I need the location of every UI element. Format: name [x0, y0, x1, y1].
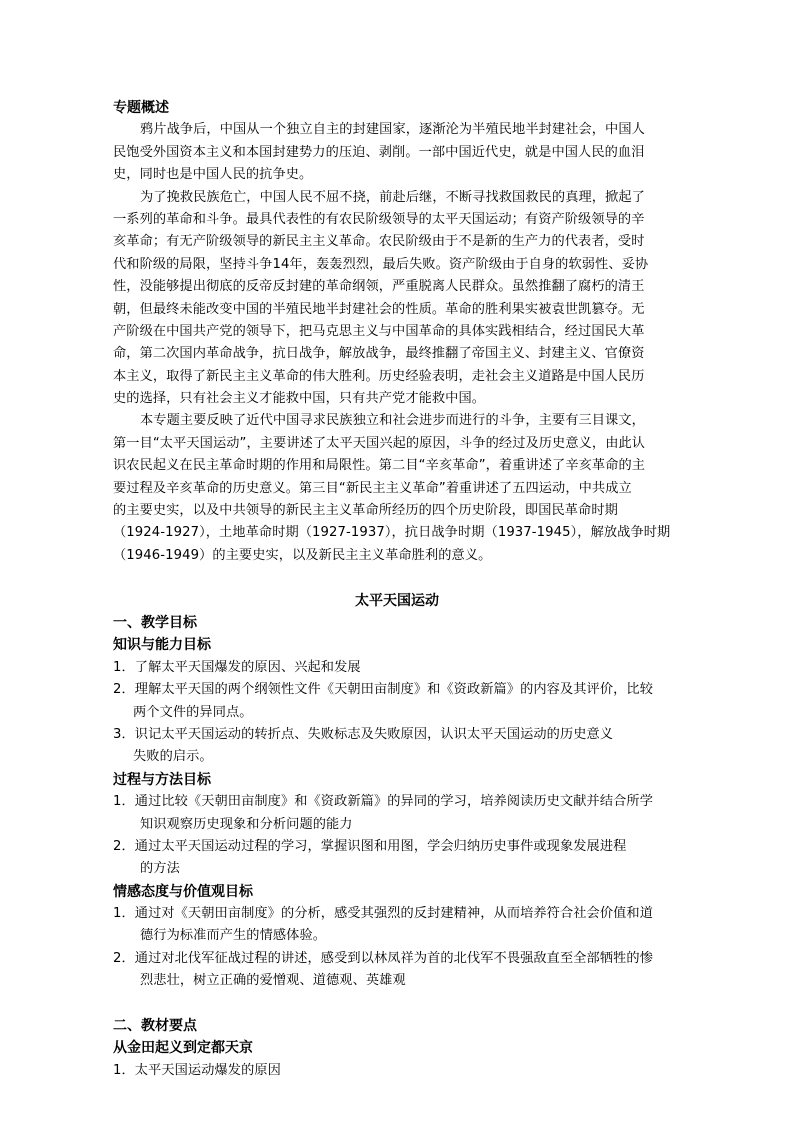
text-line: 本主义，取得了新民主主义革命的伟大胜利。历史经验表明，走社会主义道路是中国人民历 — [113, 368, 645, 384]
text-line: 亥革命；有无产阶级领导的新民主主义革命。农民阶级由于不是新的生产力的代表者，受时 — [113, 234, 645, 250]
overview-paragraph-2 — [113, 187, 681, 411]
knowledge-goals-list — [113, 657, 681, 769]
text-line: 本专题主要反映了近代中国寻求民族独立和社会进步而进行的斗争，主要有三目课文， — [140, 413, 645, 429]
list-item: 3．识记太平天国运动的转折点、失败标志及失败原因，认识太平天国运动的历史意义 — [113, 726, 614, 742]
text-line: 要过程及辛亥革命的历史意义。第三目“新民主主义革命”着重讲述了五四运动，中共成立 — [113, 480, 632, 496]
knowledge-goals-heading: 知识与能力目标 — [113, 637, 211, 654]
overview-heading: 专题概述 — [113, 100, 169, 116]
list-item: 2．通过太平天国运动过程的学习，掌握识图和用图，学会归纳历史事件或现象发展进程 — [113, 838, 627, 854]
list-item: 2．通过对北伐军征战过程的讲述，感受到以林凤祥为首的北伐军不畏强敌直至全部牺牲的惨 — [113, 950, 653, 966]
text-line: 性，没能够提出彻底的反帝反封建的革命纲领，严重脱离人民群众。虽然推翻了腐朽的清王 — [113, 279, 645, 295]
text-line: 朝，但最终未能改变中国的半殖民地半封建社会的性质。革命的胜利果实被袁世凯篡夺。无 — [113, 301, 645, 317]
emotion-goals-heading: 情感态度与价值观目标 — [113, 883, 253, 900]
list-item-continuation: 烈悲壮，树立正确的爱憎观、道德观、英雄观 — [140, 973, 406, 989]
text-line: 民饱受外国资本主义和本国封建势力的压迫、剥削。一部中国近代史，就是中国人民的血泪 — [113, 144, 645, 160]
text-line: 产阶级在中国共产党的领导下，把马克思主义与中国革命的具体实践相结合，经过国民大革 — [113, 323, 645, 339]
list-item: 2．理解太平天国的两个纲领性文件《天朝田亩制度》和《资政新篇》的内容及其评价，比较 — [113, 682, 653, 698]
list-item-continuation: 德行为标准而产生的情感体验。 — [140, 928, 327, 944]
text-line: 的主要史实，以及中共领导的新民主主义革命所经历的四个历史阶段，即国民革命时期 — [113, 503, 618, 519]
list-item-continuation: 的方法 — [140, 861, 180, 877]
spacer — [113, 567, 681, 589]
text-line: 鸦片战争后，中国从一个独立自主的封建国家，逐渐沦为半殖民地半封建社会，中国人 — [140, 122, 645, 138]
text-line: 史，同时也是中国人民的抗争史。 — [113, 167, 313, 183]
key-points-subheading: 从金田起义到定都天京 — [113, 1040, 253, 1057]
list-item-continuation: 两个文件的异同点。 — [133, 704, 253, 720]
text-line: 史的选择，只有社会主义才能救中国，只有共产党才能救中国。 — [113, 391, 486, 407]
spacer — [113, 993, 681, 1015]
text-line: 一系列的革命和斗争。最具代表性的有农民阶级领导的太平天国运动；有资产阶级领导的辛 — [113, 211, 645, 227]
process-goals-list — [113, 791, 681, 881]
process-goals-heading: 过程与方法目标 — [113, 771, 211, 788]
lesson-title: 太平天国运动 — [355, 592, 439, 609]
emotion-goals-list — [113, 903, 681, 993]
text-line: 识农民起义在民主革命时期的作用和局限性。第二目“辛亥革命”，着重讲述了辛亥革命的主 — [113, 458, 646, 474]
text-line: 命，第二次国内革命战争，抗日战争，解放战争，最终推翻了帝国主义、封建主义、官僚资 — [113, 346, 645, 362]
overview-paragraph-1 — [113, 119, 681, 186]
text-line: （1924-1927），土地革命时期（1927-1937），抗日战争时期（1937-1945），解放战争时期 — [113, 525, 671, 541]
section-key-points: 二、教材要点 — [113, 1018, 197, 1035]
text-line: 第一目“太平天国运动”，主要讲述了太平天国兴起的原因，斗争的经过及历史意义，由此认 — [113, 435, 646, 451]
list-item: 1．太平天国运动爆发的原因 — [113, 1062, 281, 1078]
list-item-continuation: 失败的启示。 — [133, 749, 213, 765]
text-line: 代和阶级的局限，坚持斗争14年，轰轰烈烈，最后失败。资产阶级由于自身的软弱性、妥协 — [113, 256, 649, 272]
overview-paragraph-3 — [113, 410, 681, 567]
text-line: 为了挽救民族危亡，中国人民不屈不挠，前赴后继，不断寻找救国救民的真理，掀起了 — [140, 189, 645, 205]
section-teaching-goals: 一、教学目标 — [113, 614, 197, 631]
text-line: （1946-1949）的主要史实，以及新民主主义革命胜利的意义。 — [113, 547, 492, 563]
list-item: 1．了解太平天国爆发的原因、兴起和发展 — [113, 659, 361, 675]
list-item: 1．通过对《天朝田亩制度》的分析，感受其强烈的反封建精神，从而培养符合社会价值和道 — [113, 906, 653, 922]
document-page — [113, 97, 681, 1082]
list-item-continuation: 知识观察历史现象和分析问题的能力 — [140, 816, 353, 832]
list-item: 1．通过比较《天朝田亩制度》和《资政新篇》的异同的学习，培养阅读历史文献并结合所学 — [113, 794, 653, 810]
